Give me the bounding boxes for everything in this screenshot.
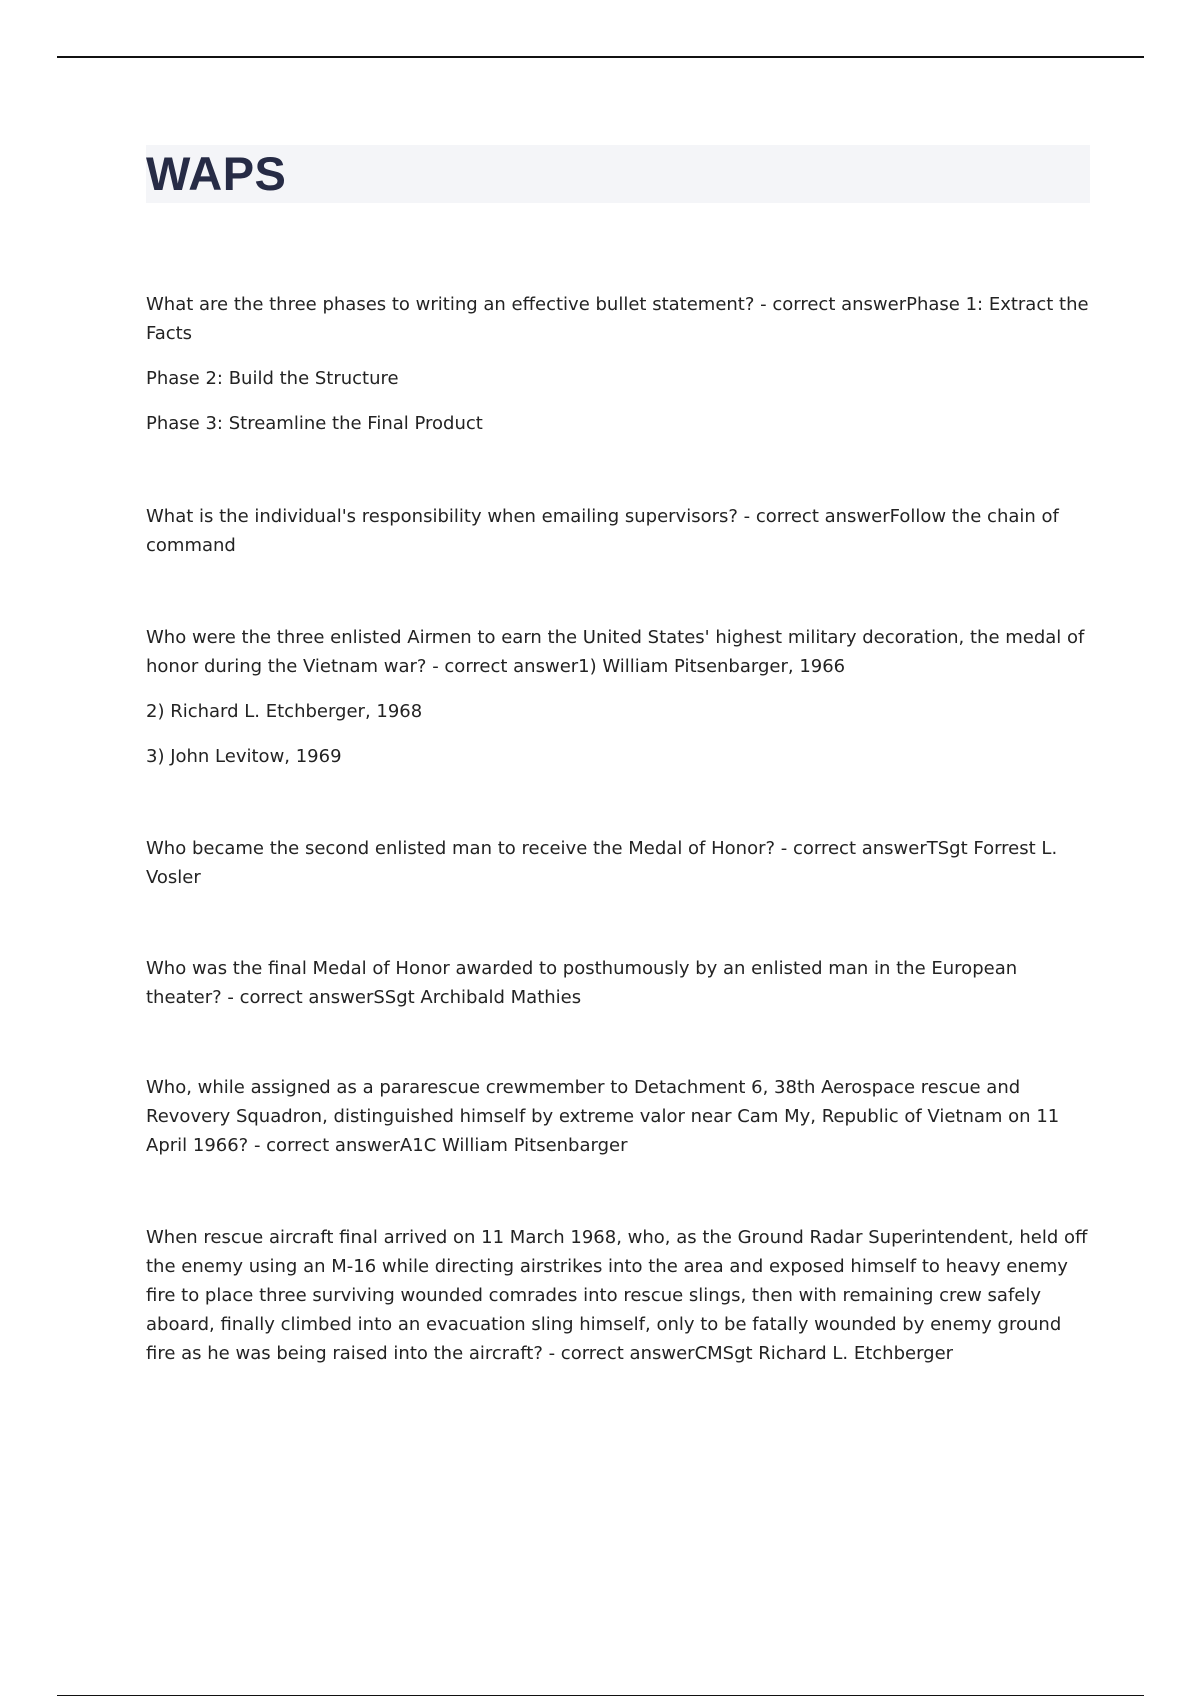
qa-entry-1 xyxy=(146,290,1091,438)
qa-question-6: Who, while assigned as a pararescue crewmember to Detachment 6, 38th Aerospace rescue and Revovery Squadron, distinguished himself by extreme valor near Cam My, Republic of Vietnam on 11 April 1966? - correct answerA1C William Pitsenbarger xyxy=(146,1077,1060,1156)
qa-question-2: What is the individual's responsibility when emailing supervisors? - correct answerFollow the chain of command xyxy=(146,506,1059,556)
qa-entry-2 xyxy=(146,502,1091,560)
qa-entry-3 xyxy=(146,623,1091,771)
qa-entry-5 xyxy=(146,954,1091,1012)
qa-entry-4 xyxy=(146,834,1091,892)
qa-question-1: What are the three phases to writing an effective bullet statement? - correct answerPhase 1: Extract the Facts xyxy=(146,294,1089,344)
qa-answer-line-1-3: Phase 3: Streamline the Final Product xyxy=(146,413,483,434)
qa-question-7: When rescue aircraft final arrived on 11 March 1968, who, as the Ground Radar Superintendent, held off the enemy using an M-16 while directing airstrikes into the area and exposed himself to heavy enemy fire to place three surviving wounded comrades into rescue slings, then with remaining crew safely aboard, finally climbed into an evacuation sling himself, only to be fatally wounded by enemy ground fire as he was being raised into the aircraft? - correct answerCMSgt Richard L. Etchberger xyxy=(146,1227,1088,1364)
qa-question-4: Who became the second enlisted man to receive the Medal of Honor? - correct answerTSgt Forrest L. Vosler xyxy=(146,838,1058,888)
qa-entry-7 xyxy=(146,1223,1091,1368)
qa-entry-6 xyxy=(146,1073,1091,1160)
qa-question-3: Who were the three enlisted Airmen to earn the United States' highest military decoration, the medal of honor during the Vietnam war? - correct answer1) William Pitsenbarger, 1966 xyxy=(146,627,1085,677)
title-band xyxy=(146,145,1090,203)
page-title: WAPS xyxy=(146,147,287,200)
qa-question-5: Who was the final Medal of Honor awarded to posthumously by an enlisted man in the European theater? - correct answerSSgt Archibald Mathies xyxy=(146,958,1018,1008)
top-rule xyxy=(57,56,1144,58)
bottom-rule xyxy=(57,1695,1144,1696)
qa-answer-line-3-3: 3) John Levitow, 1969 xyxy=(146,746,342,767)
qa-answer-line-1-2: Phase 2: Build the Structure xyxy=(146,368,399,389)
qa-answer-line-3-2: 2) Richard L. Etchberger, 1968 xyxy=(146,701,423,722)
